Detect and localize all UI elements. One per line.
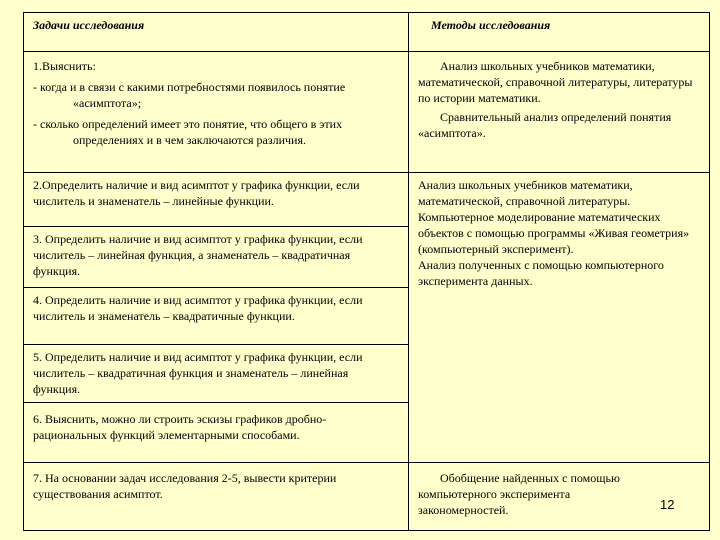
row4-task-cell: 4. Определить наличие и вид асимптот у графика функции, если числитель и знаменатель – квадратичные функции.: [24, 288, 409, 345]
methods-line: Компьютерное моделирование математических объектов с помощью программы «Живая геометрия» (компьютерный эксперимент).: [418, 210, 690, 256]
row1-method: Сравнительный анализ определений понятия «асимптота».: [418, 110, 672, 140]
row1-method-cell: [409, 52, 710, 173]
row1-task-cell: [24, 52, 409, 173]
row2-task-cell: 2.Определить наличие и вид асимптот у графика функции, если числитель и знаменатель – линейные функции.: [24, 173, 409, 227]
research-table: [23, 12, 710, 531]
table-row: [24, 173, 710, 227]
row7-task-cell: 7. На основании задач исследования 2-5, вывести критерии существования асимптот.: [24, 463, 409, 531]
methods-line: Анализ полученных с помощью компьютерного эксперимента данных.: [418, 258, 664, 288]
row7-method: Обобщение найденных с помощью компьютерного эксперимента закономерностей.: [418, 471, 620, 517]
table-header-row: [24, 13, 710, 52]
table-row: [24, 463, 710, 531]
row1-task-title: 1.Выяснить:: [33, 59, 96, 73]
methods-line: Анализ школьных учебников математики, математической, справочной литературы.: [418, 178, 633, 208]
methods-2-6-cell: [409, 173, 710, 463]
row1-method: Анализ школьных учебников математики, математической, справочной литературы, литературы по истории математики.: [418, 59, 693, 105]
slide-number: 12: [660, 497, 675, 512]
row1-task-item: - сколько определений имеет это понятие, что общего в этих определениях и в чем заключаются различия.: [33, 117, 343, 147]
row1-task-item: - когда и в связи с какими потребностями появилось понятие «асимптота»;: [33, 80, 346, 110]
row3-task-cell: 3. Определить наличие и вид асимптот у графика функции, если числитель – линейная функция, а знаменатель – квадратичная функция.: [24, 227, 409, 288]
row6-task-cell: 6. Выяснить, можно ли строить эскизы графиков дробно-рациональных функций элементарными способами.: [24, 403, 409, 463]
row5-task-cell: 5. Определить наличие и вид асимптот у графика функции, если числитель – квадратичная функция и знаменатель – линейная функция.: [24, 345, 409, 403]
header-methods: Методы исследования: [409, 13, 710, 52]
header-tasks: Задачи исследования: [24, 13, 409, 52]
table-row: [24, 52, 710, 173]
